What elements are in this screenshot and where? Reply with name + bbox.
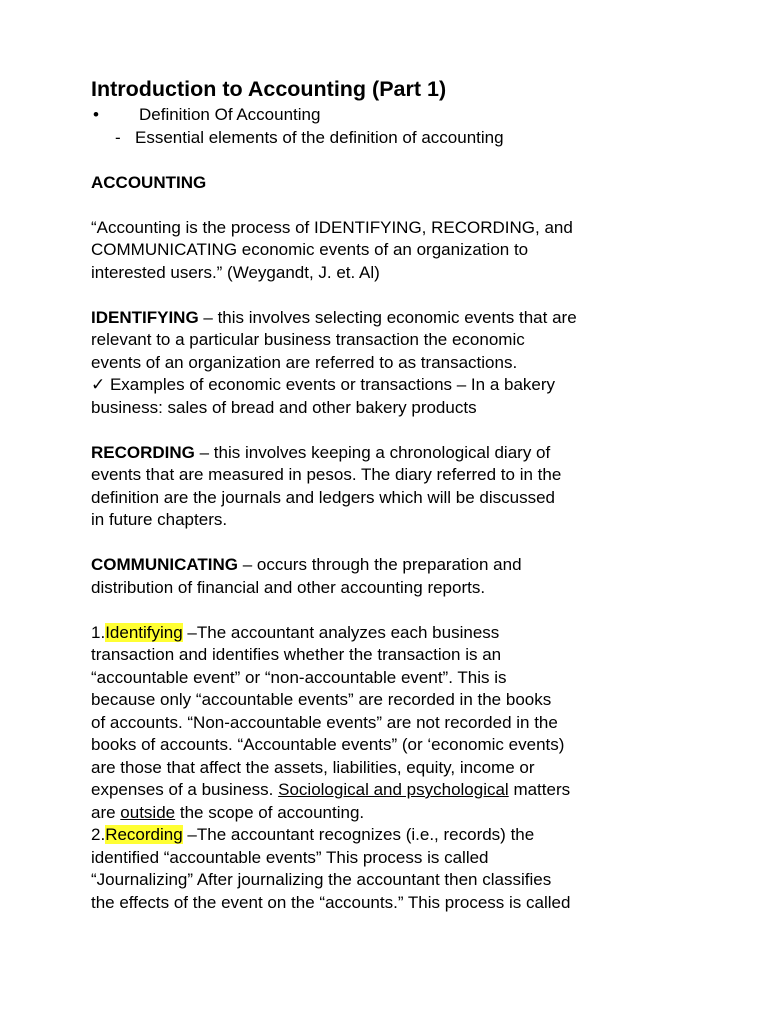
item-number: 2. bbox=[91, 825, 106, 844]
identifying-term: IDENTIFYING bbox=[91, 307, 199, 327]
paragraph-text: –The accountant recognizes (i.e., records) the bbox=[182, 825, 535, 844]
item-number: 1. bbox=[91, 622, 106, 642]
dash-mark: - bbox=[115, 127, 121, 147]
paragraph-text: – this involves keeping a chronological diary of bbox=[194, 442, 551, 462]
numbered-item-1 bbox=[91, 622, 688, 825]
section-heading: ACCOUNTING bbox=[91, 172, 207, 192]
bullet-item bbox=[91, 104, 688, 127]
recording-term: RECORDING bbox=[91, 442, 195, 462]
paragraph-line: in future chapters. bbox=[91, 510, 228, 529]
quote-line: COMMUNICATING economic events of an organization to bbox=[91, 240, 529, 259]
paragraph-text: expenses of a business. bbox=[91, 780, 279, 799]
paragraph-line: are those that affect the assets, liabilities, equity, income or bbox=[91, 757, 535, 777]
paragraph-line: events that are measured in pesos. The diary referred to in the bbox=[91, 465, 562, 484]
highlighted-term: Identifying bbox=[105, 622, 183, 642]
paragraph-line: events of an organization are referred to as transactions. bbox=[91, 352, 518, 372]
highlighted-term: Recording bbox=[105, 825, 183, 844]
sub-item-text: Essential elements of the definition of accounting bbox=[135, 127, 504, 147]
paragraph-line: distribution of financial and other accounting reports. bbox=[91, 577, 486, 597]
underlined-text: outside bbox=[120, 802, 176, 822]
paragraph-line: books of accounts. “Accountable events” (or ‘economic events) bbox=[91, 735, 565, 754]
paragraph-text: matters bbox=[508, 780, 571, 799]
paragraph-line: “Journalizing” After journalizing the accountant then classifies bbox=[91, 870, 552, 889]
underlined-text: Sociological and psychological bbox=[278, 780, 509, 799]
quote-line: interested users.” (Weygandt, J. et. Al) bbox=[91, 262, 380, 282]
bullet-mark: • bbox=[93, 105, 99, 124]
recording-paragraph bbox=[91, 442, 688, 532]
paragraph-line: transaction and identifies whether the transaction is an bbox=[91, 645, 502, 664]
page-title: Introduction to Accounting (Part 1) bbox=[91, 77, 447, 101]
paragraph-line: of accounts. “Non-accountable events” are not recorded in the bbox=[91, 712, 558, 732]
paragraph-line: because only “accountable events” are recorded in the books bbox=[91, 690, 552, 709]
bullet-text: Definition Of Accounting bbox=[139, 105, 321, 124]
paragraph-text: are bbox=[91, 802, 121, 822]
paragraph-line: identified “accountable events” This process is called bbox=[91, 847, 489, 867]
quote-line: “Accounting is the process of IDENTIFYING, RECORDING, and bbox=[91, 217, 573, 237]
example-line: ✓ Examples of economic events or transactions – In a bakery bbox=[91, 375, 556, 394]
communicating-term: COMMUNICATING bbox=[91, 555, 238, 574]
paragraph-line: definition are the journals and ledgers which will be discussed bbox=[91, 487, 555, 507]
definition-quote bbox=[91, 217, 688, 285]
paragraph-line: “accountable event” or “non-accountable event”. This is bbox=[91, 667, 507, 687]
paragraph-text: – occurs through the preparation and bbox=[238, 555, 522, 574]
sub-item bbox=[91, 127, 688, 150]
paragraph-text: the scope of accounting. bbox=[175, 802, 365, 822]
paragraph-line: the effects of the event on the “accounts.” This process is called bbox=[91, 892, 571, 912]
paragraph-line: relevant to a particular business transaction the economic bbox=[91, 330, 525, 349]
paragraph-text: – this involves selecting economic events that are bbox=[198, 307, 577, 327]
identifying-paragraph bbox=[91, 307, 688, 420]
numbered-item-2 bbox=[91, 824, 688, 914]
communicating-paragraph bbox=[91, 554, 688, 599]
paragraph-line: business: sales of bread and other bakery products bbox=[91, 397, 477, 417]
paragraph-text: –The accountant analyzes each business bbox=[182, 622, 500, 642]
